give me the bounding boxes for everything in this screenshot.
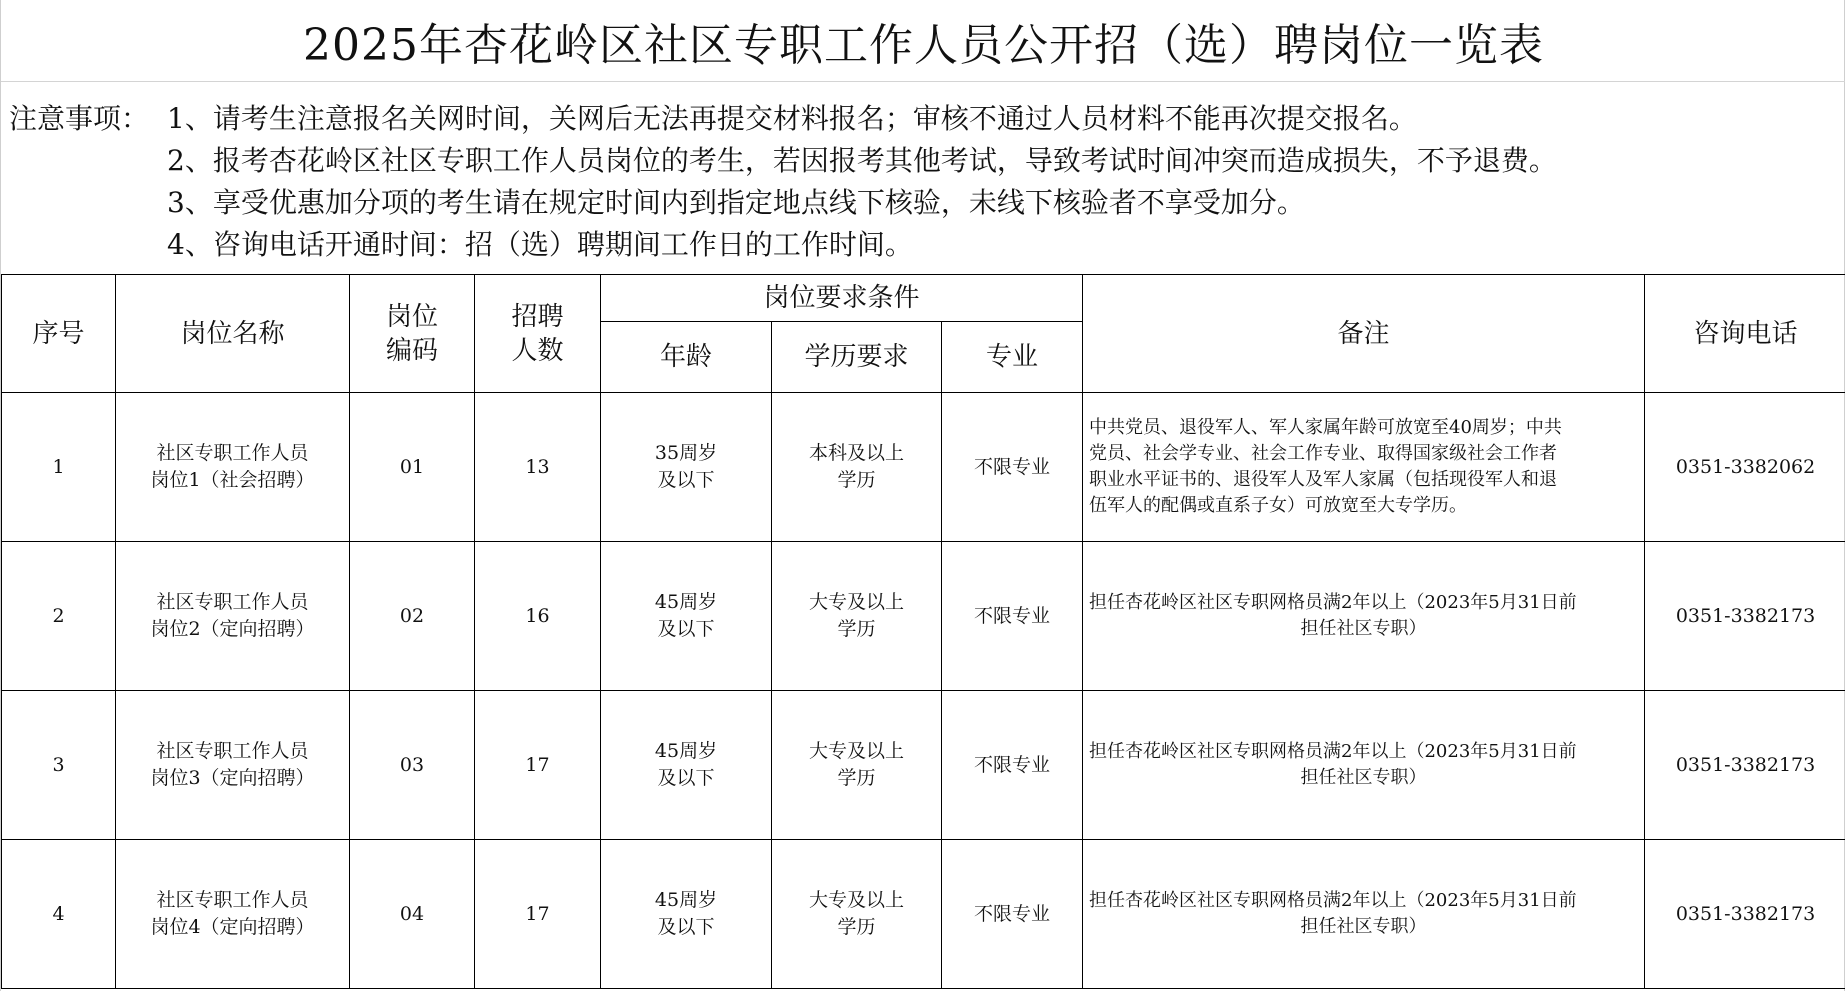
cell-name xyxy=(116,840,350,989)
table-row xyxy=(2,542,1845,691)
cell-education xyxy=(772,393,942,542)
positions-table xyxy=(1,274,1845,989)
cell-remark-line-1: 中共党员、退役军人、军人家属年龄可放宽至40周岁；中共 xyxy=(1089,417,1562,438)
cell-remark xyxy=(1083,691,1645,840)
cell-age xyxy=(601,542,772,691)
note-line-3 xyxy=(1,182,1845,224)
cell-code: 04 xyxy=(350,840,475,989)
cell-age-line-2: 及以下 xyxy=(657,916,715,938)
note-item-1: 1、请考生注意报名关网时间，关网后无法再提交材料报名；审核不通过人员材料不能再次提交报名。 xyxy=(167,102,1417,135)
cell-education-line-1: 本科及以上 xyxy=(808,442,904,464)
cell-code: 01 xyxy=(350,393,475,542)
cell-count: 13 xyxy=(475,393,601,542)
note-item-2: 2、报考杏花岭区社区专职工作人员岗位的考生，若因报考其他考试，导致考试时间冲突而造成损失，不予退费。 xyxy=(167,144,1557,177)
cell-age-line-2: 及以下 xyxy=(657,469,715,491)
cell-major: 不限专业 xyxy=(942,691,1083,840)
cell-remark-line-3: 职业水平证书的、退役军人及军人家属（包括现役军人和退 xyxy=(1089,469,1558,490)
header-major: 专业 xyxy=(942,322,1083,393)
cell-education xyxy=(772,691,942,840)
cell-name-line-1: 社区专职工作人员 xyxy=(156,740,309,762)
cell-education-line-1: 大专及以上 xyxy=(808,591,904,613)
header-phone: 咨询电话 xyxy=(1645,275,1845,393)
header-age: 年龄 xyxy=(601,322,772,393)
cell-phone: 0351-3382173 xyxy=(1645,691,1845,840)
cell-name-line-2: 岗位1（社会招聘） xyxy=(150,469,315,491)
header-code-line-2: 编码 xyxy=(385,335,438,366)
cell-phone: 0351-3382062 xyxy=(1645,393,1845,542)
notes-section xyxy=(1,98,1845,266)
table-row xyxy=(2,393,1845,542)
cell-education-line-2: 学历 xyxy=(837,767,876,789)
cell-remark-line-2: 担任社区专职） xyxy=(1300,618,1427,639)
cell-seq: 2 xyxy=(2,542,116,691)
cell-name-line-1: 社区专职工作人员 xyxy=(156,591,309,613)
header-count-line-1: 招聘 xyxy=(511,301,564,332)
cell-remark-line-1: 担任杏花岭区社区专职网格员满2年以上（2023年5月31日前 xyxy=(1089,741,1577,762)
cell-remark-line-1: 担任杏花岭区社区专职网格员满2年以上（2023年5月31日前 xyxy=(1089,592,1577,613)
cell-name-line-2: 岗位3（定向招聘） xyxy=(150,767,315,789)
note-line-1 xyxy=(1,98,1845,140)
cell-name xyxy=(116,691,350,840)
cell-name-line-2: 岗位4（定向招聘） xyxy=(150,916,315,938)
note-item-4: 4、咨询电话开通时间：招（选）聘期间工作日的工作时间。 xyxy=(167,228,913,261)
header-remark: 备注 xyxy=(1083,275,1645,393)
header-code-line-1: 岗位 xyxy=(385,301,438,332)
cell-age-line-1: 45周岁 xyxy=(654,591,718,613)
cell-remark-line-2: 担任社区专职） xyxy=(1300,916,1427,937)
cell-name-line-1: 社区专职工作人员 xyxy=(156,889,309,911)
cell-seq: 3 xyxy=(2,691,116,840)
cell-education-line-1: 大专及以上 xyxy=(808,889,904,911)
cell-major: 不限专业 xyxy=(942,840,1083,989)
cell-age-line-1: 35周岁 xyxy=(654,442,718,464)
cell-education-line-2: 学历 xyxy=(837,916,876,938)
header-row-1 xyxy=(2,275,1845,322)
cell-age xyxy=(601,691,772,840)
cell-remark xyxy=(1083,840,1645,989)
cell-age xyxy=(601,840,772,989)
notes-prefix: 注意事项： xyxy=(9,102,150,135)
cell-education-line-2: 学历 xyxy=(837,469,876,491)
cell-age xyxy=(601,393,772,542)
cell-count: 16 xyxy=(475,542,601,691)
note-line-4 xyxy=(1,224,1845,266)
header-count xyxy=(475,275,601,393)
cell-name-line-1: 社区专职工作人员 xyxy=(156,442,309,464)
header-name: 岗位名称 xyxy=(116,275,350,393)
cell-remark xyxy=(1083,542,1645,691)
cell-name-line-2: 岗位2（定向招聘） xyxy=(150,618,315,640)
note-line-2 xyxy=(1,140,1845,182)
cell-seq: 1 xyxy=(2,393,116,542)
cell-count: 17 xyxy=(475,691,601,840)
cell-seq: 4 xyxy=(2,840,116,989)
header-count-line-2: 人数 xyxy=(511,335,564,366)
cell-remark-line-4: 伍军人的配偶或直系子女）可放宽至大专学历。 xyxy=(1089,495,1468,516)
cell-count: 17 xyxy=(475,840,601,989)
cell-age-line-1: 45周岁 xyxy=(654,740,718,762)
cell-education xyxy=(772,840,942,989)
cell-education-line-1: 大专及以上 xyxy=(808,740,904,762)
cell-remark-line-2: 担任社区专职） xyxy=(1300,767,1427,788)
header-education: 学历要求 xyxy=(772,322,942,393)
cell-age-line-2: 及以下 xyxy=(657,618,715,640)
note-item-3: 3、享受优惠加分项的考生请在规定时间内到指定地点线下核验，未线下核验者不享受加分。 xyxy=(167,186,1305,219)
cell-major: 不限专业 xyxy=(942,393,1083,542)
page-title: 2025年杏花岭区社区专职工作人员公开招（选）聘岗位一览表 xyxy=(1,0,1845,82)
cell-remark-line-1: 担任杏花岭区社区专职网格员满2年以上（2023年5月31日前 xyxy=(1089,890,1577,911)
table-row xyxy=(2,840,1845,989)
header-code xyxy=(350,275,475,393)
cell-name xyxy=(116,542,350,691)
cell-remark xyxy=(1083,393,1645,542)
cell-age-line-2: 及以下 xyxy=(657,767,715,789)
cell-age-line-1: 45周岁 xyxy=(654,889,718,911)
cell-code: 02 xyxy=(350,542,475,691)
cell-education xyxy=(772,542,942,691)
cell-education-line-2: 学历 xyxy=(837,618,876,640)
cell-major: 不限专业 xyxy=(942,542,1083,691)
table-row xyxy=(2,691,1845,840)
cell-name xyxy=(116,393,350,542)
cell-phone: 0351-3382173 xyxy=(1645,542,1845,691)
cell-phone: 0351-3382173 xyxy=(1645,840,1845,989)
cell-code: 03 xyxy=(350,691,475,840)
header-requirements: 岗位要求条件 xyxy=(601,275,1083,322)
cell-remark-line-2: 党员、社会学专业、社会工作专业、取得国家级社会工作者 xyxy=(1089,443,1558,464)
header-seq: 序号 xyxy=(2,275,116,393)
